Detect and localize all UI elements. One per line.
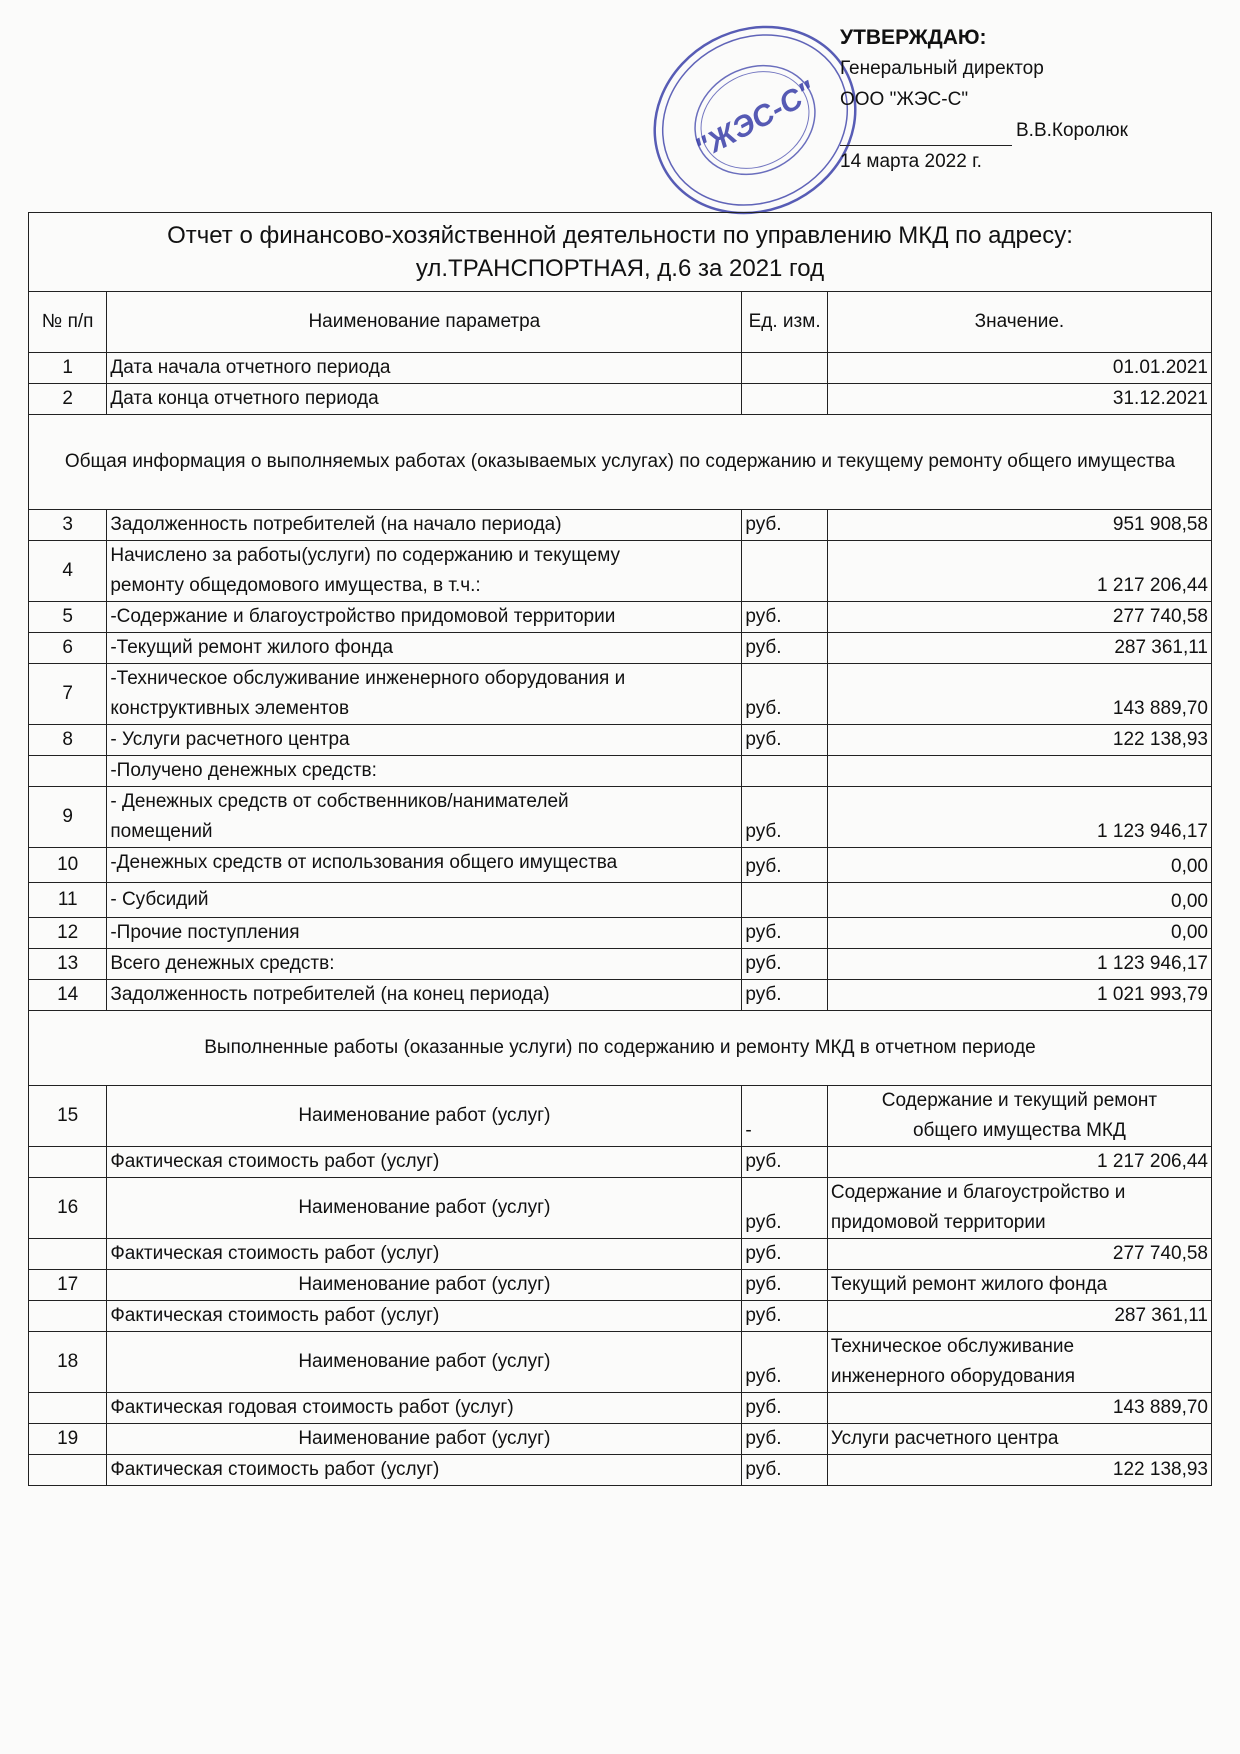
row-num: 8 (29, 725, 107, 756)
row-value: 1 217 206,44 (827, 541, 1211, 602)
row-name: -Денежных средств от использования общего имущества (107, 848, 742, 883)
row-unit (742, 541, 827, 602)
table-row (29, 633, 1212, 664)
section-row (29, 1011, 1212, 1086)
table-row (29, 1086, 1212, 1147)
row-name: Фактическая стоимость работ (услуг) (107, 1147, 742, 1178)
row-name: Дата конца отчетного периода (107, 384, 742, 415)
row-value (827, 756, 1211, 787)
row-num: 4 (29, 541, 107, 602)
row-name: Наименование работ (услуг) (107, 1086, 742, 1147)
row-name (107, 541, 742, 602)
row-num: 12 (29, 918, 107, 949)
row-unit: руб. (742, 787, 827, 848)
table-row (29, 949, 1212, 980)
row-num: 5 (29, 602, 107, 633)
row-value: 31.12.2021 (827, 384, 1211, 415)
row-unit: руб. (742, 1239, 827, 1270)
header-unit: Ед. изм. (742, 292, 827, 353)
row-unit: руб. (742, 949, 827, 980)
row-num: 9 (29, 787, 107, 848)
row-name-line1: -Техническое обслуживание инженерного оборудования и (110, 668, 626, 689)
row-unit (742, 384, 827, 415)
row-value-line2: инженерного оборудования (830, 1366, 1076, 1387)
row-name: -Прочие поступления (107, 918, 742, 949)
row-name-line1: - Денежных средств от собственников/нанимателей (110, 791, 569, 812)
row-name: Дата начала отчетного периода (107, 353, 742, 384)
row-num: 17 (29, 1270, 107, 1301)
row-value-line2: общего имущества МКД (912, 1120, 1126, 1141)
row-name: Всего денежных средств: (107, 949, 742, 980)
row-unit: руб. (742, 510, 827, 541)
section-general-info: Общая информация о выполняемых работах (оказываемых услугах) по содержанию и текущему ремонту общего имущества (29, 415, 1212, 510)
row-unit: руб. (742, 1178, 827, 1239)
row-name-line2: ремонту общедомового имущества, в т.ч.: (110, 575, 481, 596)
table-row (29, 1178, 1212, 1239)
row-num: 7 (29, 664, 107, 725)
row-unit: руб. (742, 1270, 827, 1301)
signature-underline (840, 123, 1012, 146)
row-name-line2: конструктивных элементов (110, 698, 350, 719)
row-value: 1 217 206,44 (827, 1147, 1211, 1178)
approval-block (840, 22, 1128, 177)
report-title-line1: Отчет о финансово-хозяйственной деятельности по управлению МКД по адресу: (167, 222, 1073, 249)
table-row (29, 541, 1212, 602)
row-num (29, 1147, 107, 1178)
approval-company: ООО "ЖЭС-С" (840, 89, 969, 110)
row-name: - Услуги расчетного центра (107, 725, 742, 756)
row-name: - Субсидий (107, 883, 742, 918)
table-row (29, 384, 1212, 415)
table-row (29, 787, 1212, 848)
row-unit: руб. (742, 725, 827, 756)
table-row (29, 725, 1212, 756)
row-num: 3 (29, 510, 107, 541)
row-num: 10 (29, 848, 107, 883)
row-value (827, 1178, 1211, 1239)
header-value: Значение. (827, 292, 1211, 353)
row-num (29, 1239, 107, 1270)
row-unit: руб. (742, 1147, 827, 1178)
row-unit: руб. (742, 664, 827, 725)
row-unit (742, 883, 827, 918)
row-num: 2 (29, 384, 107, 415)
signature-line (840, 115, 1128, 146)
row-name: -Содержание и благоустройство придомовой территории (107, 602, 742, 633)
row-unit: руб. (742, 1424, 827, 1455)
row-value-line1: Содержание и текущий ремонт (881, 1090, 1158, 1111)
row-value: 122 138,93 (827, 725, 1211, 756)
table-row (29, 1332, 1212, 1393)
row-value: 1 123 946,17 (827, 787, 1211, 848)
row-value: 951 908,58 (827, 510, 1211, 541)
row-name: Фактическая стоимость работ (услуг) (107, 1301, 742, 1332)
row-name: -Получено денежных средств: (107, 756, 742, 787)
row-value-line2: придомовой территории (830, 1212, 1046, 1233)
row-value: 122 138,93 (827, 1455, 1211, 1486)
row-name: Наименование работ (услуг) (107, 1178, 742, 1239)
row-num: 14 (29, 980, 107, 1011)
row-name: Фактическая стоимость работ (услуг) (107, 1455, 742, 1486)
table-row (29, 980, 1212, 1011)
row-value-line1: Содержание и благоустройство и (830, 1182, 1126, 1203)
table-row (29, 510, 1212, 541)
header-num: № п/п (29, 292, 107, 353)
table-row (29, 664, 1212, 725)
table-row (29, 602, 1212, 633)
row-unit: - (742, 1086, 827, 1147)
row-value: Услуги расчетного центра (827, 1424, 1211, 1455)
approval-position: Генеральный директор (840, 58, 1044, 79)
header-name: Наименование параметра (107, 292, 742, 353)
row-name: Наименование работ (услуг) (107, 1270, 742, 1301)
section-row (29, 415, 1212, 510)
section-completed-works: Выполненные работы (оказанные услуги) по содержанию и ремонту МКД в отчетном периоде (29, 1011, 1212, 1086)
row-name: Фактическая стоимость работ (услуг) (107, 1239, 742, 1270)
row-unit: руб. (742, 1301, 827, 1332)
row-unit: руб. (742, 633, 827, 664)
table-row (29, 1147, 1212, 1178)
row-unit (742, 353, 827, 384)
row-num: 16 (29, 1178, 107, 1239)
row-name-line2: помещений (110, 821, 213, 842)
row-num: 1 (29, 353, 107, 384)
table-row (29, 1424, 1212, 1455)
row-value: 1 021 993,79 (827, 980, 1211, 1011)
table-row (29, 1301, 1212, 1332)
seal-center-text: "ЖЭС-С" (689, 75, 821, 166)
row-unit: руб. (742, 1332, 827, 1393)
row-value: 143 889,70 (827, 1393, 1211, 1424)
approval-title: УТВЕРЖДАЮ: (840, 26, 987, 49)
row-value (827, 1086, 1211, 1147)
row-value: 0,00 (827, 883, 1211, 918)
row-name (107, 787, 742, 848)
row-unit: руб. (742, 1455, 827, 1486)
approval-date: 14 марта 2022 г. (840, 151, 982, 172)
row-num (29, 756, 107, 787)
row-name: Фактическая годовая стоимость работ (услуг) (107, 1393, 742, 1424)
approval-signer: В.В.Королюк (1016, 120, 1128, 141)
row-unit: руб. (742, 980, 827, 1011)
table-row (29, 1455, 1212, 1486)
row-num: 13 (29, 949, 107, 980)
row-unit: руб. (742, 848, 827, 883)
row-name (107, 664, 742, 725)
row-name: -Текущий ремонт жилого фонда (107, 633, 742, 664)
row-unit: руб. (742, 602, 827, 633)
row-value-line1: Техническое обслуживание (830, 1336, 1075, 1357)
table-row (29, 1239, 1212, 1270)
row-value: 287 361,11 (827, 1301, 1211, 1332)
table-row (29, 848, 1212, 883)
row-num: 19 (29, 1424, 107, 1455)
row-name-line1: Начислено за работы(услуги) по содержанию и текущему (110, 545, 621, 566)
row-value: Текущий ремонт жилого фонда (827, 1270, 1211, 1301)
report-table (28, 212, 1212, 1486)
report-title (29, 213, 1212, 292)
row-name: Задолженность потребителей (на конец периода) (107, 980, 742, 1011)
row-num (29, 1301, 107, 1332)
row-value: 143 889,70 (827, 664, 1211, 725)
row-unit: руб. (742, 1393, 827, 1424)
row-name: Наименование работ (услуг) (107, 1332, 742, 1393)
row-unit (742, 756, 827, 787)
row-value: 0,00 (827, 848, 1211, 883)
row-num: 6 (29, 633, 107, 664)
row-num (29, 1455, 107, 1486)
row-unit: руб. (742, 918, 827, 949)
report-title-line2: ул.ТРАНСПОРТНАЯ, д.6 за 2021 год (415, 255, 825, 282)
table-row (29, 353, 1212, 384)
row-num: 18 (29, 1332, 107, 1393)
row-value: 01.01.2021 (827, 353, 1211, 384)
row-num: 11 (29, 883, 107, 918)
row-num: 15 (29, 1086, 107, 1147)
row-value: 287 361,11 (827, 633, 1211, 664)
row-name: Наименование работ (услуг) (107, 1424, 742, 1455)
table-row (29, 1270, 1212, 1301)
table-row (29, 756, 1212, 787)
row-value: 1 123 946,17 (827, 949, 1211, 980)
table-header-row (29, 292, 1212, 353)
row-value: 0,00 (827, 918, 1211, 949)
row-value: 277 740,58 (827, 602, 1211, 633)
table-row (29, 1393, 1212, 1424)
row-name: Задолженность потребителей (на начало периода) (107, 510, 742, 541)
row-value (827, 1332, 1211, 1393)
table-row (29, 918, 1212, 949)
row-num (29, 1393, 107, 1424)
table-row (29, 883, 1212, 918)
row-value: 277 740,58 (827, 1239, 1211, 1270)
